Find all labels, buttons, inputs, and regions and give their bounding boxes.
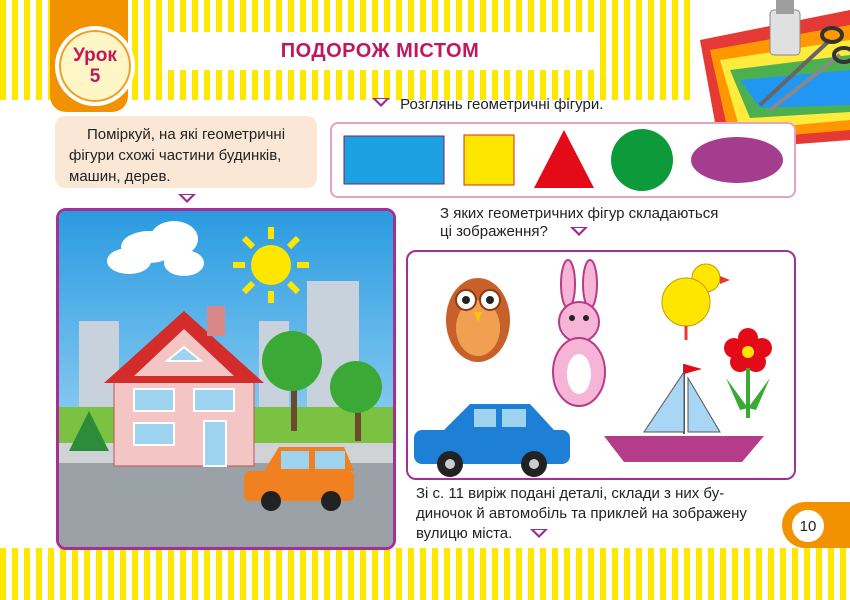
glue-icon <box>770 0 800 55</box>
cut-task-line-3: вулицю міста. <box>416 525 513 542</box>
cut-task-line-1: Зі с. 11 виріж подані деталі, склади з них бу- <box>416 485 725 502</box>
question <box>440 205 718 241</box>
car-figure <box>414 404 570 477</box>
shapes-instruction <box>372 96 603 113</box>
title-bar <box>162 32 598 70</box>
shapes-panel <box>330 122 796 198</box>
cut-task-line-2: диночок й автомобіль та приклей на зображену <box>416 505 747 522</box>
figures-svg <box>408 252 794 478</box>
boat-figure <box>604 364 764 462</box>
bottom-stripe-band <box>0 548 850 600</box>
lesson-number: 5 <box>89 66 101 87</box>
pointer-triangle-icon <box>372 98 390 107</box>
cut-task <box>416 484 747 544</box>
lesson-word: Урок <box>73 45 117 66</box>
question-line-2: ці зображення? <box>440 223 548 240</box>
yellow-square-shape <box>464 135 514 185</box>
purple-oval-shape <box>691 137 783 183</box>
page-number: 10 <box>790 508 826 544</box>
question-pointer-icon <box>570 227 588 236</box>
shapes-svg <box>332 124 794 196</box>
bunny-figure <box>553 260 605 406</box>
figures-panel <box>406 250 796 480</box>
flower-figure <box>724 328 772 418</box>
think-text: Поміркуй, на які геометричні фігури схожі частини будинків, машин, дерев. <box>69 126 286 185</box>
cut-pointer-icon <box>530 529 548 538</box>
chick-figure <box>662 264 730 340</box>
red-triangle-shape <box>534 130 594 188</box>
sun <box>233 227 309 303</box>
question-line-1: З яких геометричних фігур складаються <box>440 205 719 222</box>
owl-figure <box>446 278 510 362</box>
think-box <box>55 116 317 188</box>
lesson-badge <box>55 26 135 106</box>
green-circle-shape <box>611 129 673 191</box>
shapes-instruction-text: Розглянь геометричні фігури. <box>400 96 604 113</box>
blue-rectangle-shape <box>344 136 444 184</box>
think-pointer-icon <box>178 194 196 203</box>
page-title: ПОДОРОЖ МІСТОМ <box>280 39 480 62</box>
city-street-picture <box>56 208 396 550</box>
